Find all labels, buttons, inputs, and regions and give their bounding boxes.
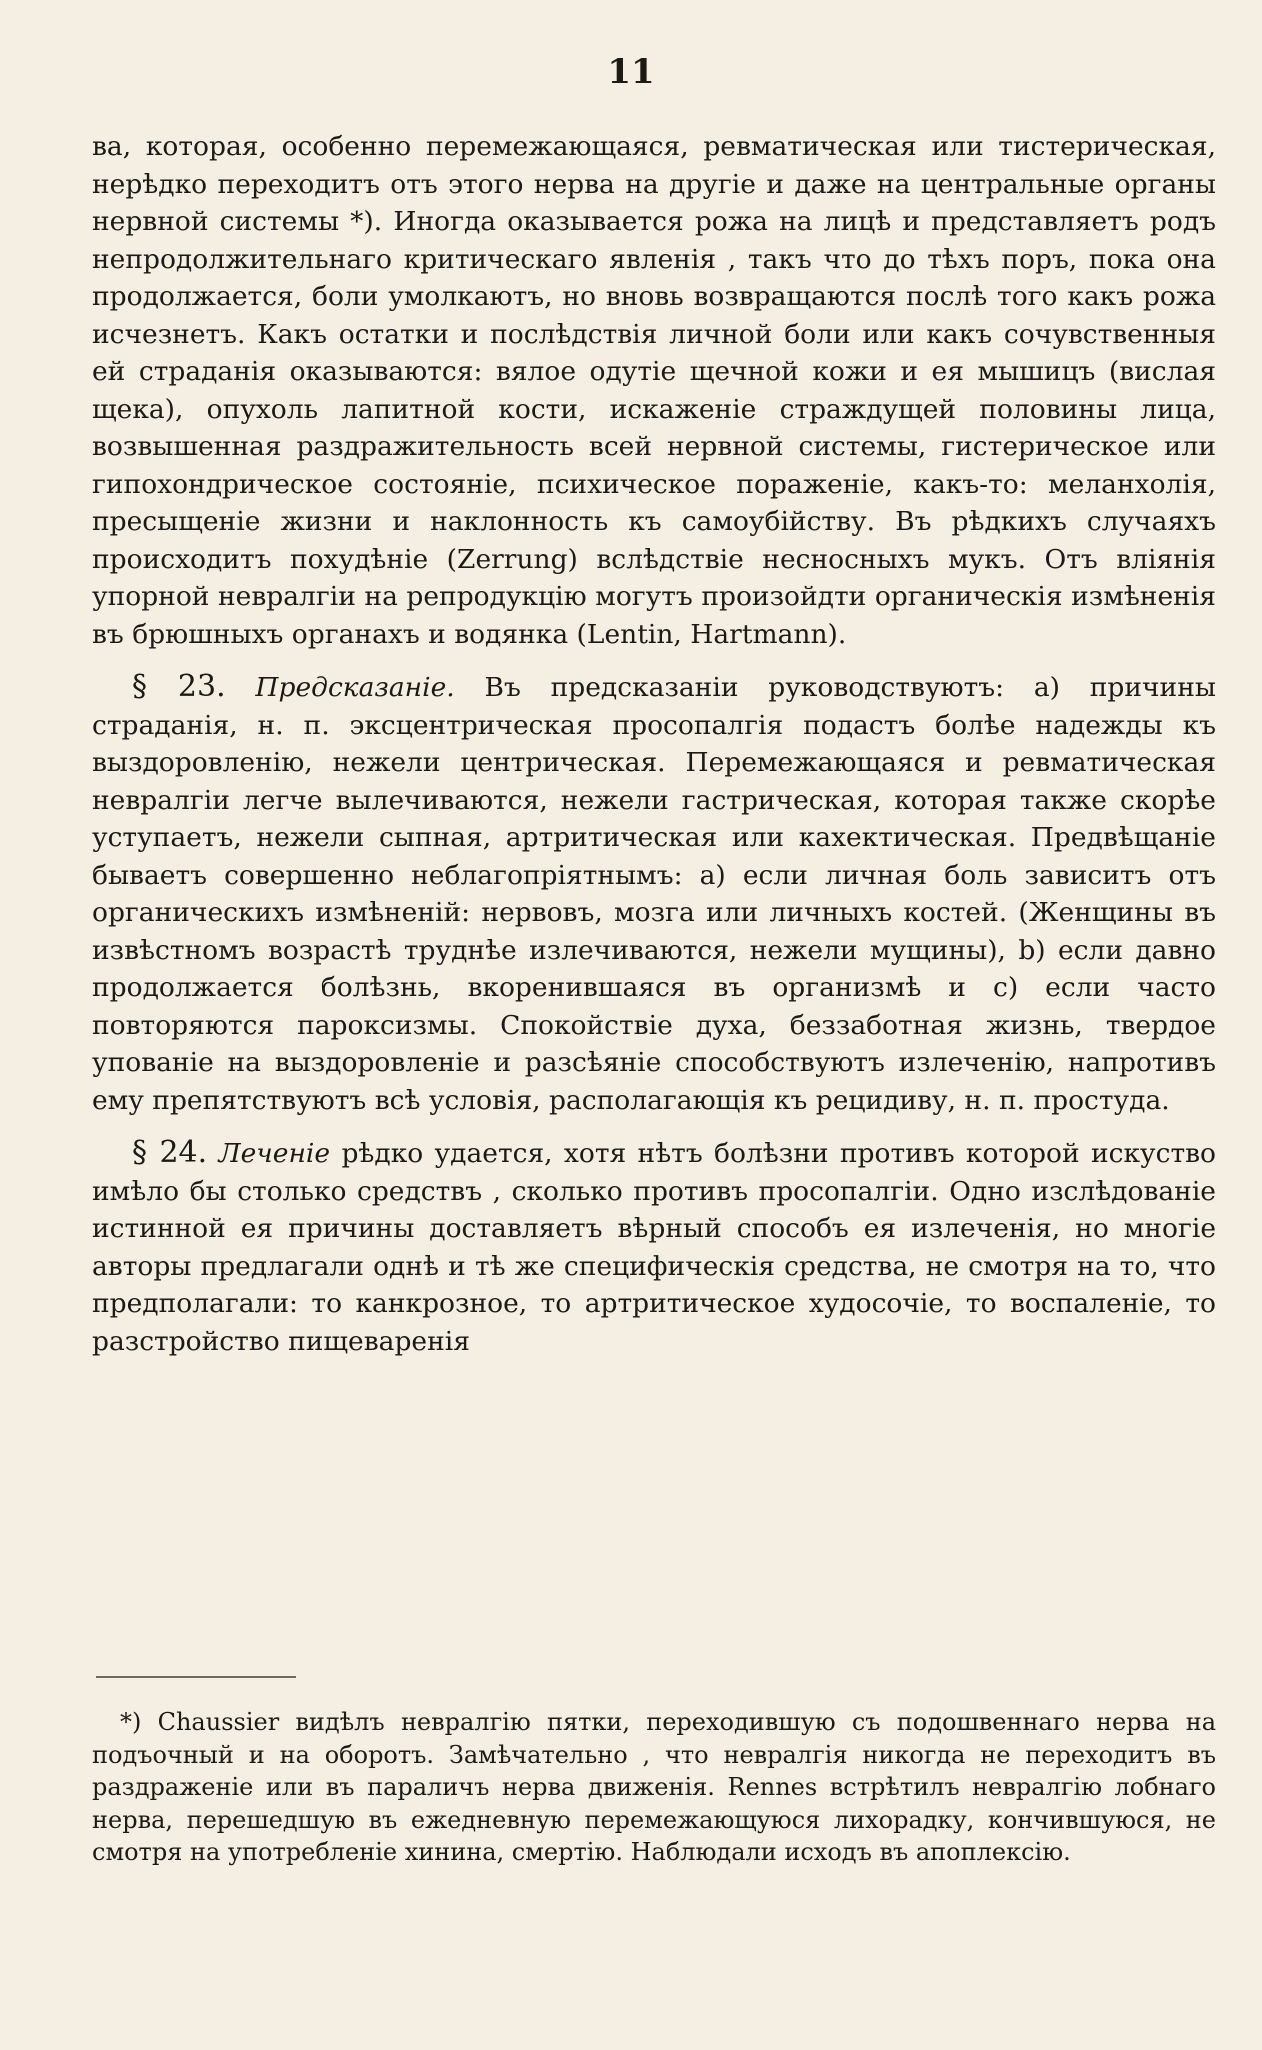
section-title: Леченіе <box>218 1138 331 1169</box>
section-text: Въ предсказаніи руководствуютъ: а) причины страданія, н. п. эксцентрическая просопалгія подастъ болѣе надежды къ выздоровленію, нежели центрическая. Перемежающаяся и ревматическая невралгіи легче вылечиваются, нежели гастрическая, которая также скорѣе уступаетъ, нежели сыпная, артритическая или кахектическая. Предвѣщаніе бываетъ совершенно неблагопріятнымъ: а) если личная боль зависитъ отъ органическихъ измѣненій: нервовъ, мозга или личныхъ костей. (Женщины въ извѣстномъ возрастѣ труднѣе излечиваются, нежели мущины), b) если давно продолжается болѣзнь, вкоренившаяся въ организмѣ и с) если часто повторяются пароксизмы. Спокойствіе духа, беззаботная жизнь, твердое упованіе на выздоровленіе и разсѣяніе способствуютъ излеченію, напротивъ ему препятствуютъ всѣ условія, располагающія къ рецидиву, н. п. простуда. <box>92 672 1216 1116</box>
main-text <box>92 128 1216 1360</box>
paragraph-section-24 <box>92 1134 1216 1360</box>
section-number: § 24. <box>132 1135 208 1170</box>
footnote-separator <box>96 1676 296 1678</box>
section-text: рѣдко удается, хотя нѣтъ болѣзни противъ которой искуство имѣло бы столько средствъ , сколько противъ просопалгіи. Одно изслѣдованіе истинной ея причины доставляетъ вѣрный способъ ея излеченія, но многіе авторы предлагали однѣ и тѣ же специфическія средства, не смотря на то, что предполагали: то канкрозное, то артритическое худосочіе, то воспаленіе, то разстройство пищеваренія <box>92 1138 1216 1357</box>
section-number: § 23. <box>132 669 226 704</box>
page-number: 11 <box>607 52 655 92</box>
footnote: *) Chaussier видѣлъ невралгію пятки, переходившую съ подошвеннаго нерва на подъочный и на оборотъ. Замѣчательно , что невралгія никогда не переходитъ въ раздраженіе или въ параличъ нерва движенія. Rennes встрѣтилъ невралгію лобнаго нерва, перешедшую въ ежедневную перемежающуюся лихорадку, кончившуюся, не смотря на употребленіе хинина, смертію. Наблюдали исходъ въ апоплексію. <box>92 1708 1216 1866</box>
paragraph-section-23 <box>92 668 1216 1119</box>
paragraph-continuation: ва, которая, особенно перемежающаяся, ревматическая или тистерическая, нерѣдко переходитъ отъ этого нерва на другіе и даже на центральные органы нервной системы *). Иногда оказывается рожа на лицѣ и представляетъ родъ непродолжительнаго критическаго явленія , такъ что до тѣхъ поръ, пока она продолжается, боли умолкаютъ, но вновь возвращаются послѣ того какъ рожа исчезнетъ. Какъ остатки и послѣдствія личной боли или какъ сочувственныя ей страданія оказываются: вялое одутіе щечной кожи и ея мышицъ (вислая щека), опухоль лапитной кости, искаженіе страждущей половины лица, возвышенная раздражительность всей нервной системы, гистерическое или гипохондрическое состояніе, психическое пораженіе, какъ-то: меланхолія, пресыщеніе жизни и наклонность къ самоубійству. Въ рѣдкихъ случаяхъ происходитъ похудѣніе (Zerrung) вслѣдствіе несносныхъ мукъ. Отъ вліянія упорной невралгіи на репродукцію могутъ произойдти органическія измѣненія въ брюшныхъ органахъ и водянка (Lentin, Hartmann). <box>92 131 1216 650</box>
section-title: Предсказаніе. <box>255 672 455 703</box>
